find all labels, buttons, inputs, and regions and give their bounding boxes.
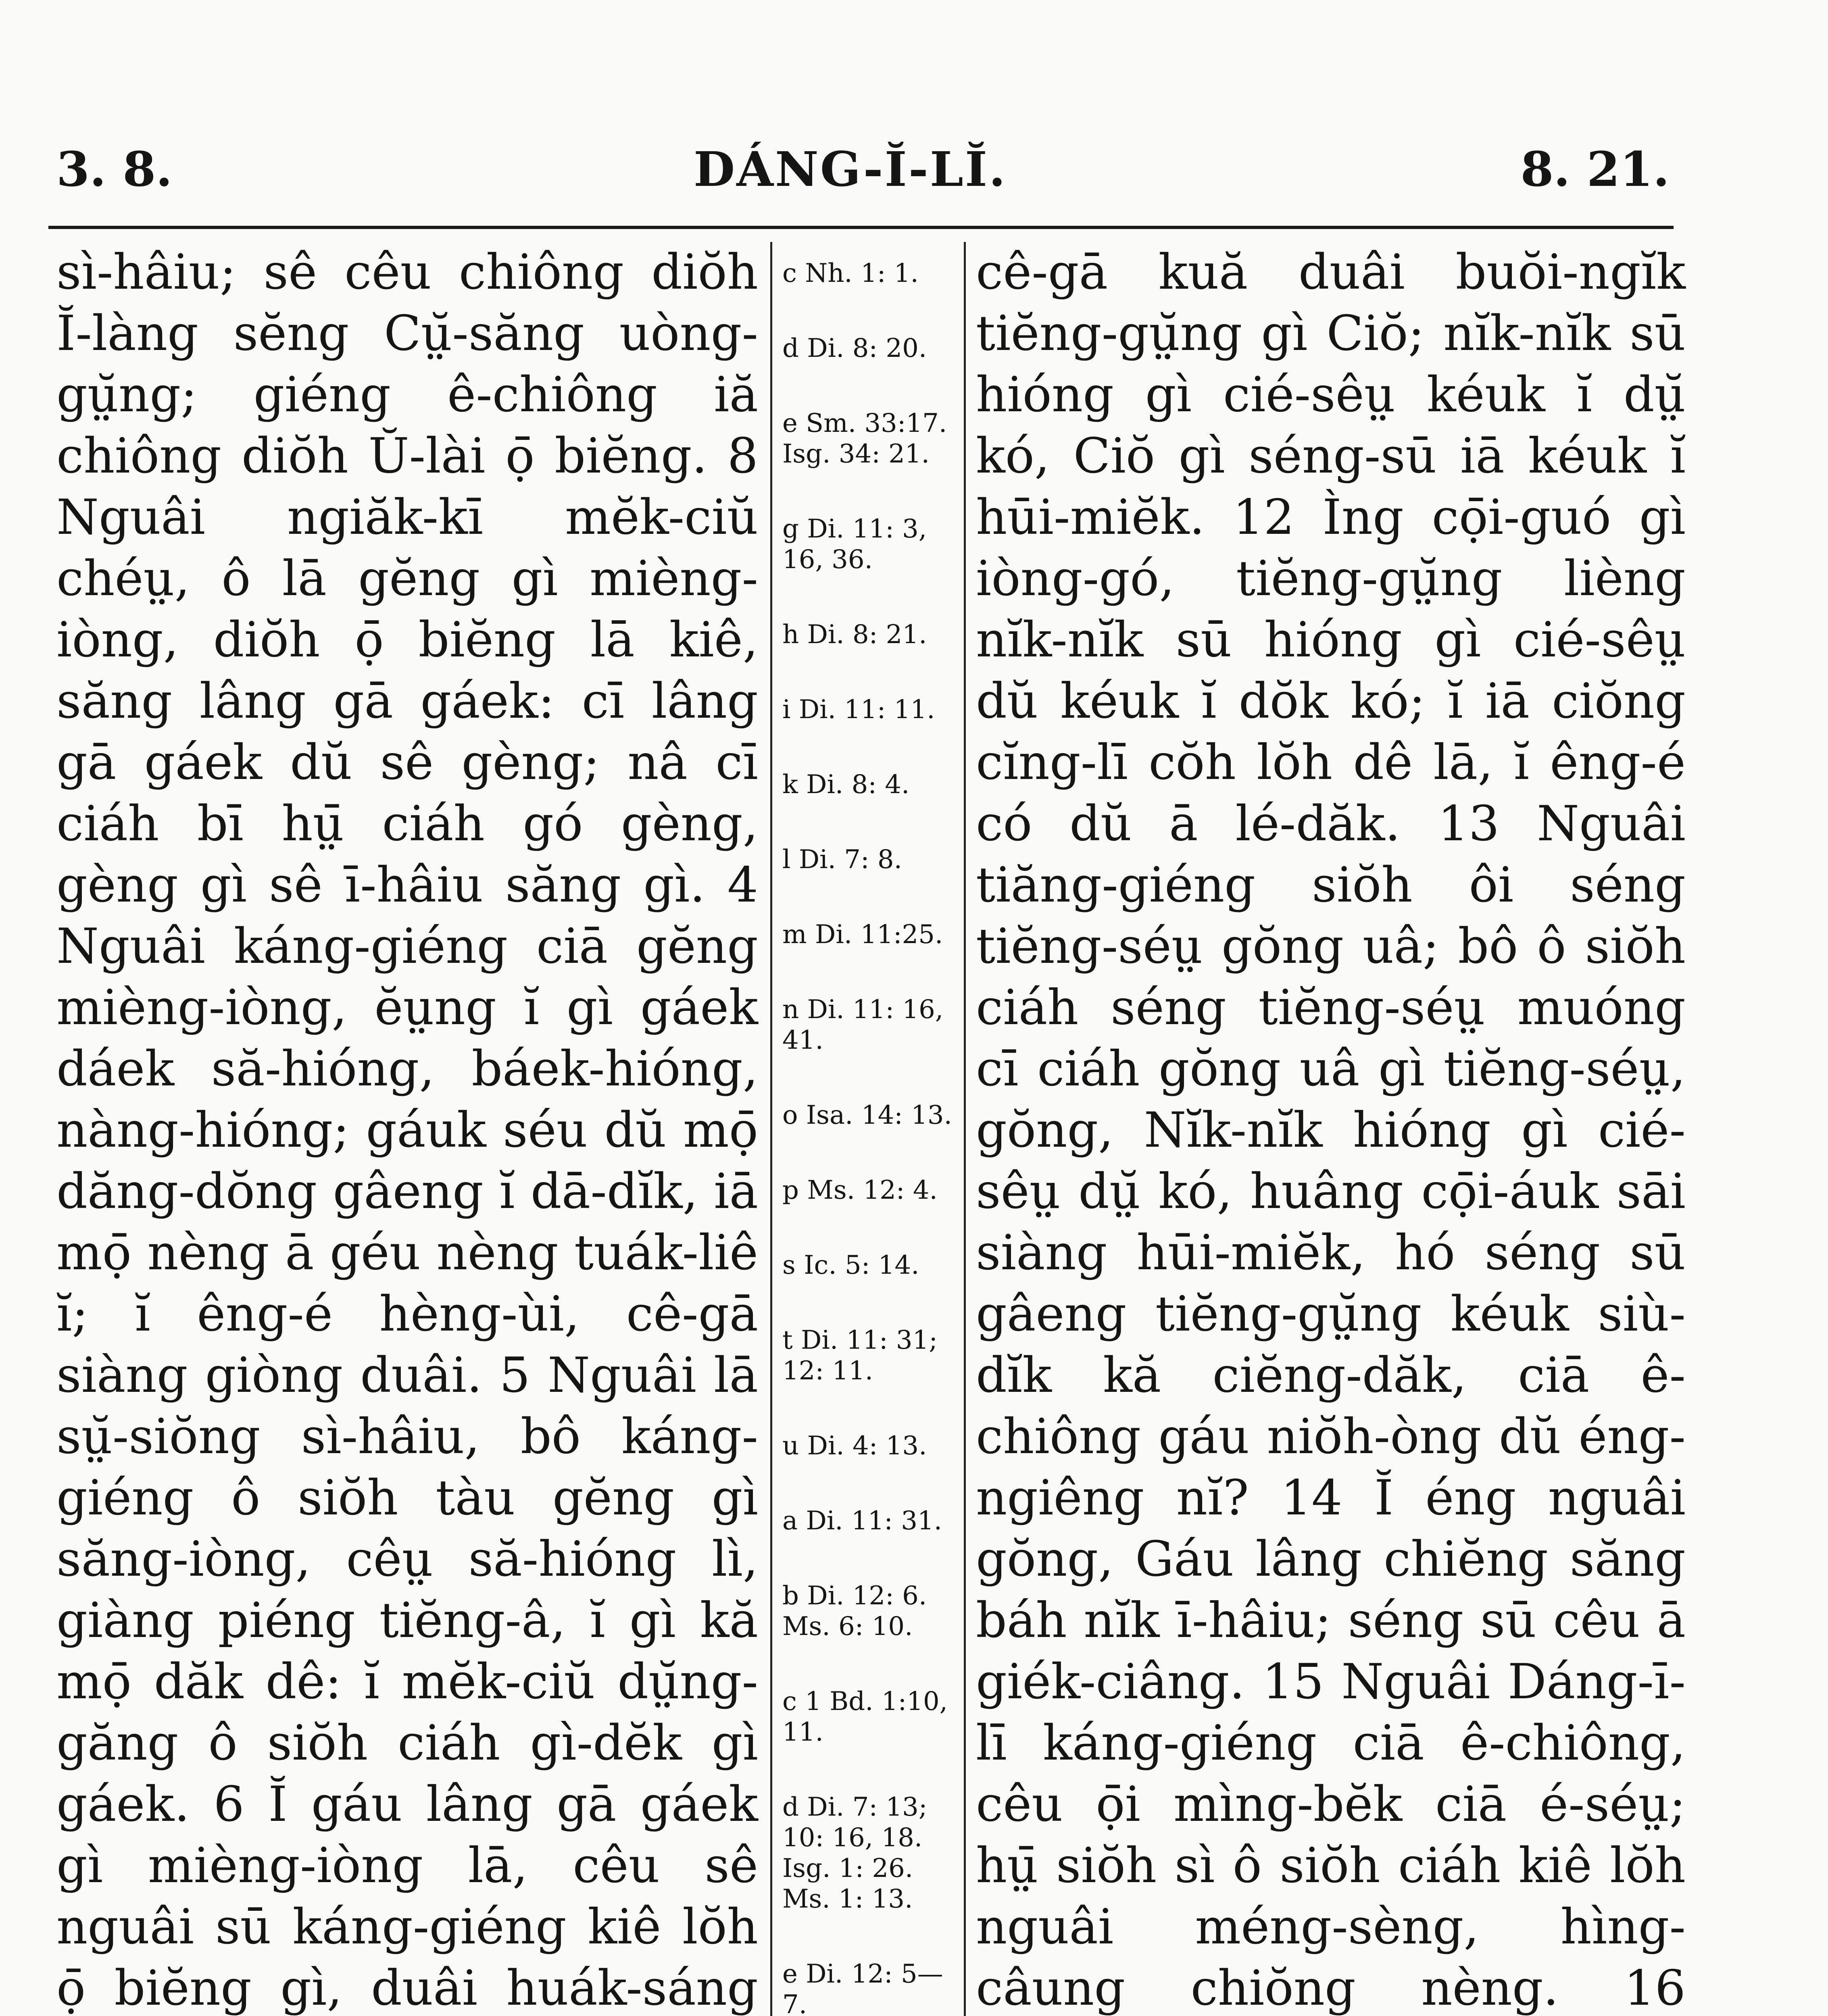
margin-ref: d Di. 8: 20. <box>782 333 927 363</box>
text-column-left <box>56 242 758 2016</box>
book-title: DÁNG-Ĭ-LĬ. <box>694 141 1007 197</box>
column-divider-left <box>770 242 772 2016</box>
margin-ref: k Di. 8: 4. <box>782 770 910 800</box>
column-divider-right <box>964 242 966 2016</box>
margin-ref: h Di. 8: 21. <box>782 620 927 650</box>
header-rule <box>48 226 1674 229</box>
chapter-verse-left: 3. 8. <box>56 141 173 197</box>
margin-ref: c Nh. 1: 1. <box>782 258 919 288</box>
margin-ref: m Di. 11:25. <box>782 920 943 950</box>
right-column-text: cê-gā kuă duâi buŏi-ngĭk tiĕng-gṳ̆ng gì Ciŏ; nĭk-nĭk sū hióng gì cié-sêṳ kéuk ĭ dṳ̆ kó, Ciŏ gì séng-sū iā kéuk ĭ hūi-miĕk. 12 Ìng cọ̄i-guó gì iòng-gó, tiĕng-gṳ̆ng lièng nĭk-nĭk sū hióng gì cié-sêṳ dŭ kéuk ĭ dŏk kó; ĭ iā ciŏng cĭng-lī cŏh lŏh dê lā, ĭ êng-é có dŭ ā lé-dăk. 13 Nguâi tiăng-giéng siŏh ôi séng tiĕng-séṳ gŏng uâ; bô ô siŏh ciáh séng tiĕng-séṳ muóng cī ciáh gŏng uâ gì tiĕng-séṳ, gŏng, Nĭk-nĭk hióng gì cié-sêṳ dṳ̆ kó, huâng cọ̄i-áuk sāi siàng hūi-miĕk, hó séng sū gâeng tiĕng-gṳ̆ng kéuk siù-dĭk kă ciĕng-dăk, ciā ê-chiông gáu niŏh-òng dŭ éng-ngiêng nĭ? 14 Ĭ éng nguâi gŏng, Gáu lâng chiĕng săng báh nĭk ī-hâiu; séng sū cêu ā giék-ciâng. 15 Nguâi Dáng-ī-lī káng-giéng ciā ê-chiông, cêu ọ̄i mìng-bĕk ciā é-séṳ; hṳ̄ siŏh sì ô siŏh ciáh kiê lŏh nguâi méng-sèng, hìng-câung chiŏng nèng. 16 <box>976 244 1686 2016</box>
margin-ref: b Di. 12: 6. Ms. 6: 10. <box>782 1581 927 1641</box>
margin-ref: g Di. 11: 3, 16, 36. <box>782 514 927 575</box>
margin-ref: l Di. 7: 8. <box>782 845 902 875</box>
margin-ref: d Di. 7: 13; 10: 16, 18. Isg. 1: 26. Ms. 1: 13. <box>782 1792 928 1914</box>
left-column-text: sì-hâiu; sê cêu chiông diŏh Ĭ-làng sĕng Cṳ̆-săng uòng-gṳ̆ng; giéng ê-chiông iă chiông diŏh Ŭ-lài ọ̄ biĕng. 8 Nguâi ngiăk-kī mĕk-ciŭ chéṳ, ô lā gĕng gì mièng-iòng, diŏh ọ̄ biĕng lā kiê, săng lâng gā gáek: cī lâng gā gáek dŭ sê gèng; nâ cī ciáh bī hṳ̄ ciáh gó gèng, gèng gì sê ī-hâiu săng gì. 4 Nguâi káng-giéng ciā gĕng mièng-iòng, ĕṳng ĭ gì gáek dáek să-hióng, báek-hióng, nàng-hióng; gáuk séu dŭ mọ̄ dăng-dŏng gâeng ĭ dā-dĭk, iā mọ̄ nèng ā géu nèng tuák-liê ĭ; ĭ êng-é hèng-ùi, cê-gā siàng giòng duâi. 5 Nguâi lā sṳ̆-siŏng sì-hâiu, bô káng-giéng ô siŏh tàu gĕng gì săng-iòng, cêṳ să-hióng lì, giàng piéng tiĕng-â, ĭ gì kă mọ̄ dăk dê: ĭ mĕk-ciŭ dṳ̆ng-găng ô siŏh ciáh gì-dĕk gì gáek. 6 Ĭ gáu lâng gā gáek gì mièng-iòng lā, cêu sê nguâi sū káng-giéng kiê lŏh ọ̄ biĕng gì, duâi huák-sáng <box>56 244 758 2016</box>
margin-ref: u Di. 4: 13. <box>782 1431 927 1461</box>
margin-ref: t Di. 11: 31; 12: 11. <box>782 1325 938 1386</box>
margin-ref: p Ms. 12: 4. <box>782 1175 938 1205</box>
margin-ref: e Di. 12: 5—7. <box>782 1959 943 2016</box>
margin-ref: n Di. 11: 16, 41. <box>782 995 944 1055</box>
margin-ref: i Di. 11: 11. <box>782 695 935 725</box>
margin-ref: o Isa. 14: 13. <box>782 1100 952 1130</box>
margin-ref: e Sm. 33:17. Isg. 34: 21. <box>782 408 947 469</box>
margin-ref: c 1 Bd. 1:10, 11. <box>782 1687 948 1747</box>
margin-references <box>782 258 956 2016</box>
margin-ref: s Ic. 5: 14. <box>782 1250 919 1280</box>
text-column-right <box>976 242 1686 2016</box>
margin-ref: a Di. 11: 31. <box>782 1506 942 1536</box>
chapter-verse-right: 8. 21. <box>1520 141 1670 197</box>
running-header <box>56 141 1670 222</box>
